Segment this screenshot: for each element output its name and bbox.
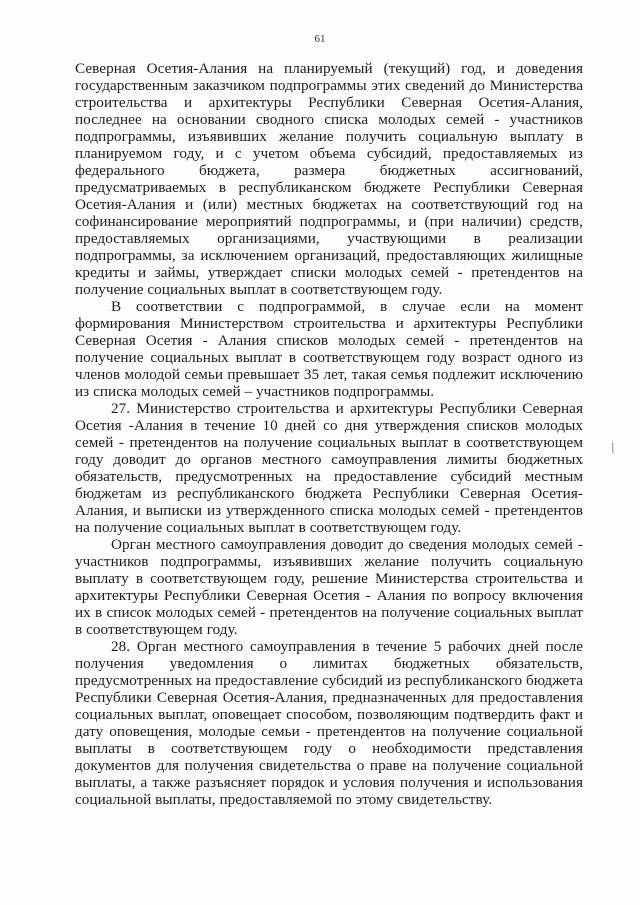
paragraph: 27. Министерство строительства и архитектуры Республики Северная Осетия -Алания в течение 10 дней со дня утверждения списков молодых семей - претендентов на получение социальных выплат в соответствующем году доводит до органов местного самоуправления лимиты бюджетных обязательств, предусмотренных на предоставление субсидий местным бюджетам из республиканского бюджета Республики Северная Осетия-Алания, и выписки из утвержденного списка молодых семей - претендентов на получение социальных выплат в соответствующем году. xyxy=(75,400,583,536)
page-number: 61 xyxy=(314,33,326,45)
paragraph: Северная Осетия-Алания на планируемый (текущий) год, и доведения государственным заказчиком подпрограммы этих сведений до Министерства строительства и архитектуры Республики Северная Осетия-Алания, последнее на основании сводного списка молодых семей - участников подпрограммы, изъявивших желание получить социальную выплату в планируемом году, и с учетом объема субсидий, предоставляемых из федерального бюджета, размера бюджетных ассигнований, предусматриваемых в республиканском бюджете Республики Северная Осетия-Алания и (или) местных бюджетах на соответствующий год на софинансирование мероприятий подпрограммы, и (при наличии) средств, предоставляемых организациями, участвующими в реализации подпрограммы, за исключением организаций, предоставляющих жилищные кредиты и займы, утверждает списки молодых семей - претендентов на получение социальных выплат в соответствующем году. xyxy=(75,60,583,298)
paragraph: Орган местного самоуправления доводит до сведения молодых семей - участников подпрограммы, изъявивших желание получить социальную выплату в соответствующем году, решение Министерства строительства и архитектуры Республики Северная Осетия - Алания по вопросу включения их в список молодых семей - претендентов на получение социальных выплат в соответствующем году. xyxy=(75,536,583,638)
document-body xyxy=(75,60,583,808)
paragraph: 28. Орган местного самоуправления в течение 5 рабочих дней после получения уведомления о лимитах бюджетных обязательств, предусмотренных на предоставление субсидий из республиканского бюджета Республики Северная Осетия-Алания, предназначенных для предоставления социальных выплат, оповещает способом, позволяющим подтвердить факт и дату оповещения, молодые семьи - претендентов на получение социальной выплаты в соответствующем году о необходимости представления документов для получения свидетельства о праве на получение социальной выплаты, а также разъясняет порядок и условия получения и использования социальной выплаты, предоставляемой по этому свидетельству. xyxy=(75,638,583,808)
margin-pen-mark: / xyxy=(608,439,619,458)
paragraph: В соответствии с подпрограммой, в случае если на момент формирования Министерством строительства и архитектуры Республики Северная Осетия - Алания списков молодых семей - претендентов на получение социальных выплат в соответствующем году возраст одного из членов молодой семьи превышает 35 лет, такая семья подлежит исключению из списка молодых семей – участников подпрограммы. xyxy=(75,298,583,400)
